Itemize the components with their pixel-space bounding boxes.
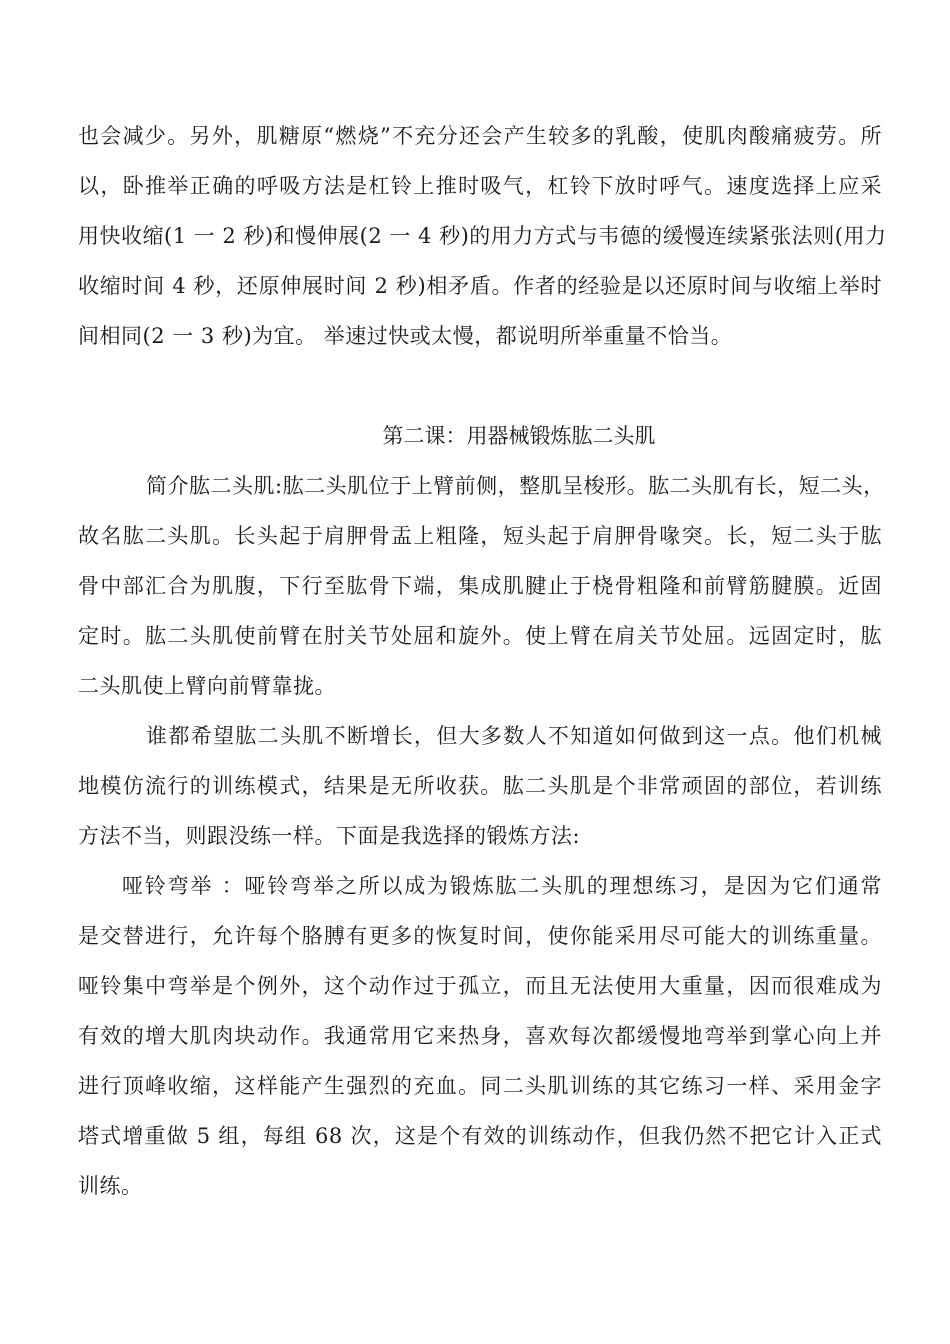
text-line: 骨中部汇合为肌腹，下行至肱骨下端，集成肌腱止于桡骨粗隆和前臂筋腱膜。近固	[78, 574, 882, 598]
section-title: 第二课：用器械锻炼肱二头肌	[382, 424, 656, 448]
text-line: 简介肱二头肌:肱二头肌位于上臂前侧，整肌呈梭形。肱二头肌有长，短二头，	[146, 474, 885, 498]
text-line: 故名肱二头肌。长头起于肩胛骨盂上粗隆，短头起于肩胛骨喙突。长，短二头于肱	[78, 524, 882, 548]
text-line: 训练。	[78, 1174, 143, 1198]
text-line: 以，卧推举正确的呼吸方法是杠铃上推时吸气，杠铃下放时呼气。速度选择上应采	[78, 174, 882, 198]
text-line: 谁都希望肱二头肌不断增长，但大多数人不知道如何做到这一点。他们机械	[146, 724, 882, 748]
text-line: 方法不当，则跟没练一样。下面是我选择的锻炼方法:	[78, 824, 581, 848]
text-line: 用快收缩(1 一 2 秒)和慢伸展(2 一 4 秒)的用力方式与韦德的缓慢连续紧张法则(用力	[78, 224, 887, 248]
text-line: 地模仿流行的训练模式，结果是无所收获。肱二头肌是个非常顽固的部位，若训练	[78, 774, 882, 798]
text-line: 有效的增大肌肉块动作。我通常用它来热身，喜欢每次都缓慢地弯举到掌心向上并	[78, 1024, 882, 1048]
text-line: 是交替进行，允许每个胳膊有更多的恢复时间，使你能采用尽可能大的训练重量。	[78, 924, 882, 948]
text-line: 塔式增重做 5 组，每组 68 次，这是个有效的训练动作，但我仍然不把它计入正式	[78, 1124, 882, 1148]
text-line: 定时。肱二头肌使前臂在肘关节处屈和旋外。使上臂在肩关节处屈。远固定时，肱	[78, 624, 882, 648]
text-line: 也会减少。另外，肌糖原“燃烧”不充分还会产生较多的乳酸，使肌肉酸痛疲劳。所	[78, 124, 882, 148]
text-line: 间相同(2 一 3 秒)为宜。 举速过快或太慢，都说明所举重量不恰当。	[78, 324, 733, 348]
text-line: 二头肌使上臂向前臂靠拢。	[78, 674, 336, 698]
text-line: 哑铃弯举 ：哑铃弯举之所以成为锻炼肱二头肌的理想练习，是因为它们通常	[122, 874, 882, 898]
text-line: 进行顶峰收缩，这样能产生强烈的充血。同二头肌训练的其它练习一样、采用金字	[78, 1074, 882, 1098]
text-line: 哑铃集中弯举是个例外，这个动作过于孤立，而且无法使用大重量，因而很难成为	[78, 974, 882, 998]
text-line: 收缩时间 4 秒，还原伸展时间 2 秒)相矛盾。作者的经验是以还原时间与收缩上举时	[78, 274, 882, 298]
